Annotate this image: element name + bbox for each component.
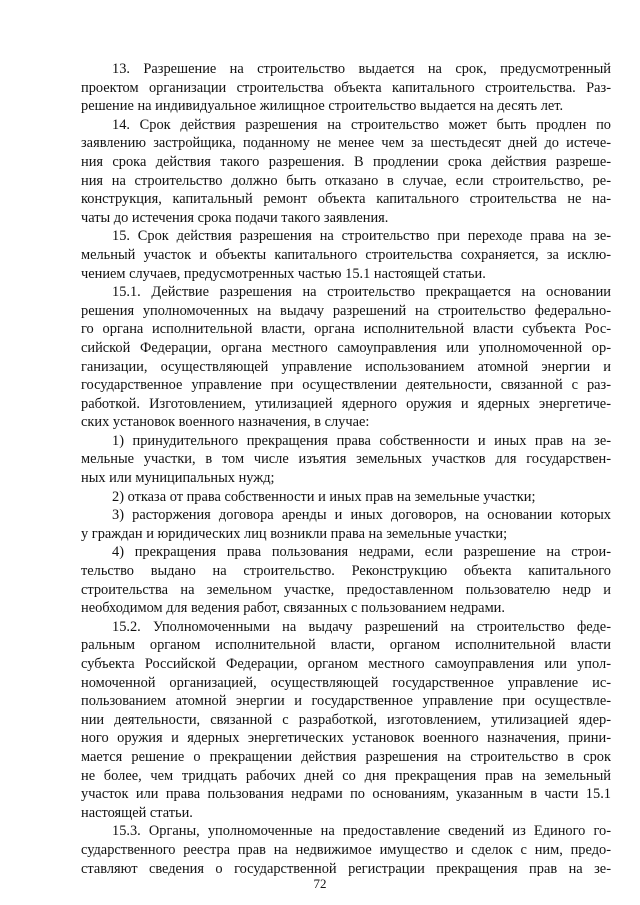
text-line: 15.3. Органы, уполномоченные на предоставление сведений из Единого го- xyxy=(112,823,611,840)
text-line: 4) прекращения права пользования недрами, если разрешение на строи- xyxy=(112,544,611,561)
text-line: ных или муниципальных нужд; xyxy=(81,470,275,487)
document-body xyxy=(81,60,611,878)
paragraph xyxy=(81,488,611,507)
paragraph xyxy=(81,432,611,488)
text-line: нии деятельности, связанной с разработкой, изготовлением, утилизацией ядер- xyxy=(81,711,611,728)
text-line: номоченной организацией, осуществляющей государственное управление ис- xyxy=(81,674,611,691)
paragraph xyxy=(81,116,611,228)
text-line: 3) расторжения договора аренды и иных договоров, на основании которых xyxy=(112,507,611,524)
paragraph xyxy=(81,60,611,116)
text-line: го органа исполнительной власти, органа исполнительной власти субъекта Рос- xyxy=(81,321,611,338)
text-line: ния на строительство должно быть отказано в случае, если строительство, ре- xyxy=(81,172,611,189)
paragraph xyxy=(81,543,611,617)
text-line: необходимом для ведения работ, связанных с пользованием недрами. xyxy=(81,600,505,617)
text-line: мельный участок и объекты капитального строительства сохраняется, за исклю- xyxy=(81,246,611,263)
text-line: заявлению застройщика, поданному не менее чем за шестьдесят дней до истече- xyxy=(81,135,611,152)
text-line: настоящей статьи. xyxy=(81,804,193,821)
text-line: ральным органом исполнительной власти, органом исполнительной власти xyxy=(81,637,611,654)
text-line: субъекта Российской Федерации, органом местного самоуправления или упол- xyxy=(81,656,611,672)
paragraph xyxy=(81,822,611,878)
paragraph xyxy=(81,506,611,543)
text-line: сийской Федерации, органа местного самоуправления или уполномоченной ор- xyxy=(81,339,611,356)
text-line: ских установок военного назначения, в случае: xyxy=(81,414,370,431)
text-line: работкой. Изготовлением, утилизацией ядерного оружия и ядерных энергетиче- xyxy=(81,395,611,412)
text-line: 2) отказа от права собственности и иных прав на земельные участки; xyxy=(112,488,536,505)
text-line: у граждан и юридических лиц возникли права на земельные участки; xyxy=(81,525,508,542)
text-line: 1) принудительного прекращения права собственности и иных прав на зе- xyxy=(112,432,611,449)
text-line: чением случаев, предусмотренных частью 15.1 настоящей статьи. xyxy=(81,265,486,282)
text-line: ного оружия и ядерных энергетических установок военного назначения, прини- xyxy=(81,730,611,747)
text-line: конструкция, капитальный ремонт объекта капитального строительства не на- xyxy=(81,191,611,208)
text-line: 14. Срок действия разрешения на строительство может быть продлен по xyxy=(112,116,611,133)
text-line: решение на индивидуальное жилищное строительство выдается на десять лет. xyxy=(81,98,564,115)
text-line: строительства на земельном участке, предоставленном пользователю недр и xyxy=(81,581,611,598)
text-line: 15. Срок действия разрешения на строительство при переходе права на зе- xyxy=(112,228,611,245)
text-line: пользованием атомной энергии и государственное управление при осуществле- xyxy=(81,693,611,710)
text-line: ния срока действия такого разрешения. В продлении срока действия разреше- xyxy=(81,153,611,170)
paragraph xyxy=(81,227,611,283)
text-line: проектом организации строительства объекта капитального строительства. Раз- xyxy=(81,79,611,96)
text-line: сударственного реестра прав на недвижимое имущество и сделок с ним, предо- xyxy=(81,841,611,858)
text-line: мается решение о прекращении действия разрешения на строительство в срок xyxy=(81,748,611,765)
page-number: 72 xyxy=(313,876,327,891)
text-line: участок или права пользования недрами по основаниям, указанным в части 15.1 xyxy=(81,786,611,803)
text-line: ганизации, осуществляющей управление использованием атомной энергии и xyxy=(81,358,611,375)
text-line: ставляют сведения о государственной регистрации прекращения прав на зе- xyxy=(81,860,611,877)
text-line: чаты до истечения срока подачи такого заявления. xyxy=(81,209,389,226)
text-line: решения уполномоченных на выдачу разрешений на строительство федерально- xyxy=(81,302,611,319)
text-line: 15.2. Уполномоченными на выдачу разрешений на строительство феде- xyxy=(112,618,611,635)
paragraph xyxy=(81,283,611,432)
text-line: государственное управление при осуществлении деятельности, связанной с раз- xyxy=(81,377,611,394)
paragraph xyxy=(81,618,611,823)
text-line: не более, чем тридцать рабочих дней со дня прекращения прав на земельный xyxy=(81,767,611,784)
text-line: тельство выдано на строительство. Реконструкцию объекта капитального xyxy=(81,563,611,580)
text-line: 13. Разрешение на строительство выдается на срок, предусмотренный xyxy=(112,61,611,77)
text-line: мельные участки, в том числе изъятия земельных участков для государствен- xyxy=(81,451,611,468)
text-line: 15.1. Действие разрешения на строительство прекращается на основании xyxy=(112,284,611,301)
